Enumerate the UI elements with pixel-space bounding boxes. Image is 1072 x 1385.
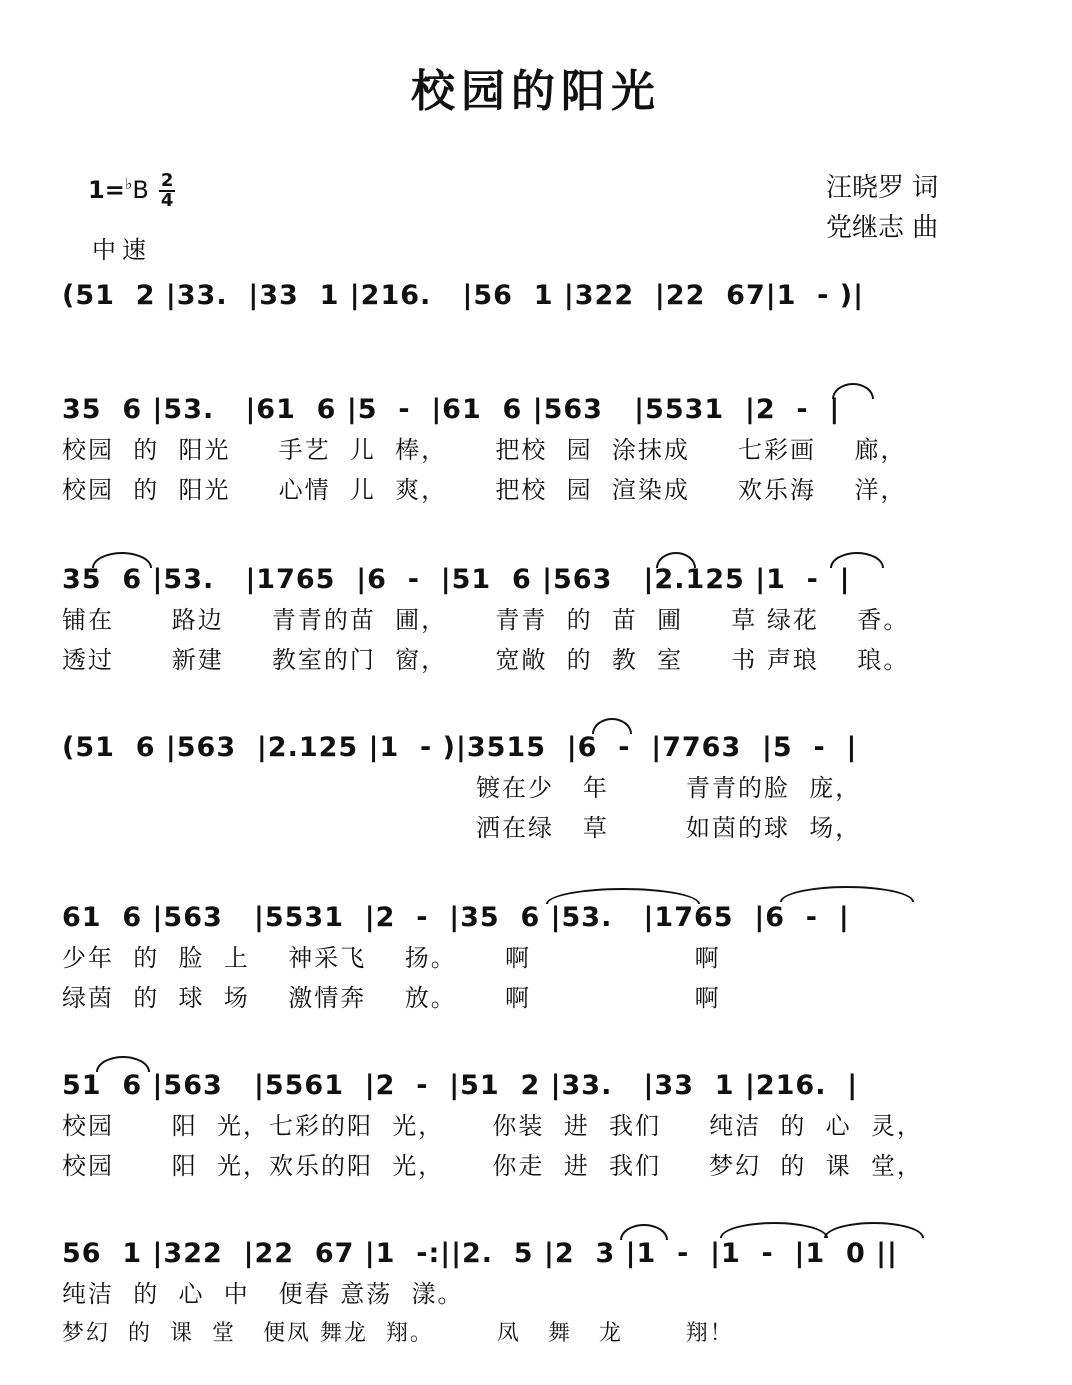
notation-line: 51 6 |563 |5561 |2 - |51 2 |33. |33 1 |216. |	[62, 1070, 859, 1101]
lyric-verse-2: 洒在绿 草 如茵的球 场，	[62, 814, 862, 842]
slur-mark	[780, 886, 914, 902]
key-label: 1=♭B	[88, 173, 149, 204]
score-system-6	[62, 1234, 1002, 1354]
notation-line: 35 6 |53. |1765 |6 - |51 6 |563 |2.125 |1 - |	[62, 564, 851, 595]
tempo-marking: 中速	[92, 236, 152, 264]
slur-mark	[830, 552, 884, 568]
credits	[826, 168, 938, 248]
notation-line: (51 6 |563 |2.125 |1 - )|3515 |6 - |7763 |5 - |	[62, 732, 858, 763]
slur-mark	[620, 1224, 668, 1240]
slur-mark	[824, 1222, 924, 1238]
slur-mark	[832, 383, 874, 399]
score-system-3	[62, 728, 1002, 848]
lyric-verse-1: 校园 的 阳光 手艺 儿 棒， 把校 园 涂抹成 七彩画 廊，	[62, 436, 907, 464]
composer-credit: 党继志 曲	[826, 213, 939, 243]
lyric-verse-1: 铺在 路边 青青的苗 圃， 青青 的 苗 圃 草 绿花 香。	[62, 606, 910, 634]
slur-mark	[720, 1222, 828, 1238]
notation-line: 61 6 |563 |5531 |2 - |35 6 |53. |1765 |6 - |	[62, 902, 850, 933]
slur-mark	[92, 552, 152, 568]
slur-mark	[96, 1056, 150, 1072]
lyric-verse-2: 梦幻 的 课 堂 便凤 舞龙 翔。 凤 舞 龙 翔！	[62, 1321, 734, 1346]
lyric-verse-1: 校园 阳 光，七彩的阳 光， 你装 进 我们 纯洁 的 心 灵，	[62, 1112, 923, 1140]
slur-mark	[592, 718, 632, 734]
slur-mark	[546, 888, 700, 904]
lyricist-credit: 汪晓罗 词	[826, 173, 939, 203]
notation-line: 56 1 |322 |22 67 |1 -:||2. 5 |2 3 |1 - |1 - |1 0 ||	[62, 1238, 898, 1269]
lyric-verse-1: 少年 的 脸 上 神采飞 扬。 啊 啊	[62, 944, 721, 972]
score-system-5	[62, 1066, 1002, 1186]
slur-mark	[656, 552, 696, 568]
score-system-intro	[62, 276, 1002, 316]
time-signature: $\frac{2}{4}$	[160, 170, 174, 211]
lyric-verse-2: 绿茵 的 球 场 激情奔 放。 啊 啊	[62, 984, 721, 1012]
score-system-4	[62, 898, 1002, 1018]
lyric-verse-2: 透过 新建 教室的门 窗， 宽敞 的 教 室 书 声琅 琅。	[62, 646, 910, 674]
lyric-verse-1: 纯洁 的 心 中 便春 意荡 漾。	[62, 1280, 464, 1308]
lyric-verse-2: 校园 阳 光，欢乐的阳 光， 你走 进 我们 梦幻 的 课 堂，	[62, 1152, 923, 1180]
lyric-verse-2: 校园 的 阳光 心情 儿 爽， 把校 园 渲染成 欢乐海 洋，	[62, 476, 907, 504]
score-system-2	[62, 560, 1002, 680]
lyric-verse-1: 镀在少 年 青青的脸 庞，	[62, 774, 862, 802]
notation-line: (51 2 |33. |33 1 |216. |56 1 |322 |22 67|1 - )|	[62, 280, 864, 311]
key-signature	[88, 172, 175, 210]
score-system-1	[62, 390, 1002, 510]
song-title: 校园的阳光	[411, 66, 661, 117]
notation-line: 35 6 |53. |61 6 |5 - |61 6 |563 |5531 |2 - |	[62, 394, 841, 425]
